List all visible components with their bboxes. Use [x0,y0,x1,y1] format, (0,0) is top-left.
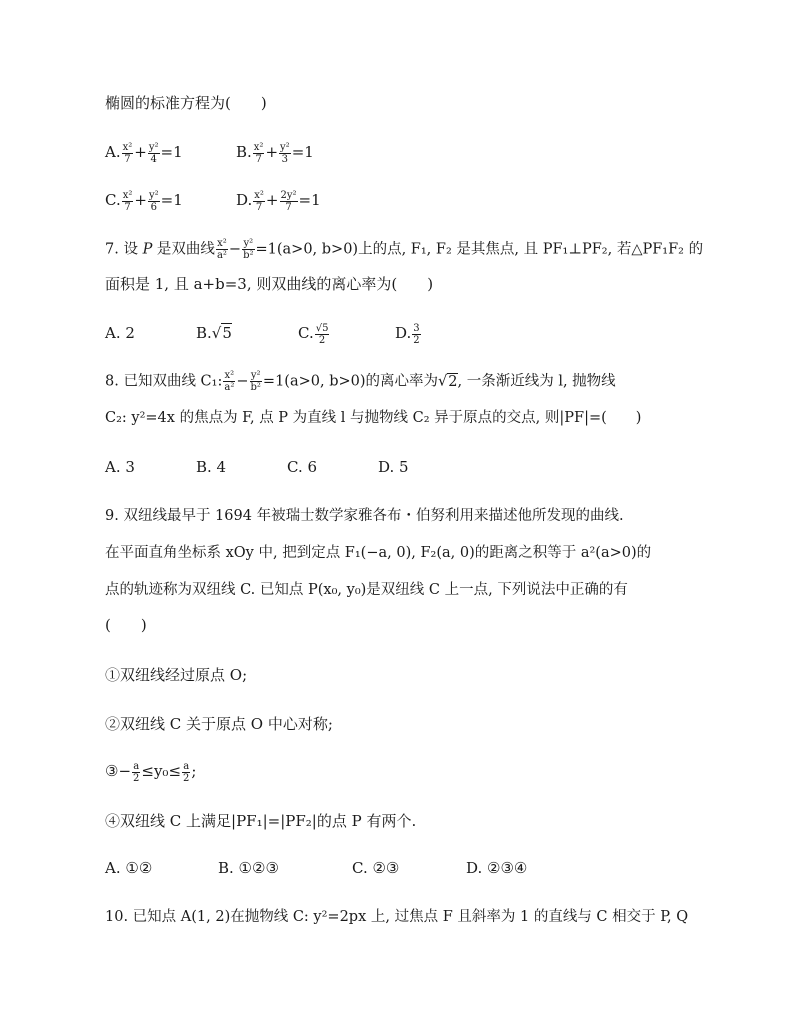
q9-statement-4: ④双纽线 C 上满足|PF₁|=|PF₂|的点 P 有两个. [105,812,417,830]
q7-option-c: C. $\frac{√5}{2}$ [298,322,329,346]
q7-stem-line1: 7. 设 P 是双曲线 $\frac{\text{x²}}{\text{a²}}$ − $\frac{\text{y²}}{\text{b²}}$ =1(a>0, b>0)上的点, F₁, F₂ 是其焦点, 且 PF₁⊥PF₂, 若△PF₁F₂ 的 [105,238,704,261]
q6-stem: 椭圆的标准方程为( ) [105,94,267,112]
q9-option-c: C. ②③ [352,859,400,877]
q9-statement-2: ②双纽线 C 关于原点 O 中心对称; [105,715,333,733]
q9-option-b: B. ①②③ [218,859,279,877]
q9-option-a: A. ①② [105,859,153,877]
q8-stem-line1: 8. 已知双曲线 C₁: $\frac{\text{x²}}{\text{a²}}$ − $\frac{\text{y²}}{\text{b²}}$ =1(a>0, b>0)的离心率为√2, 一条渐近线为 l, 抛物线 [105,370,616,393]
q8-option-d: D. 5 [378,458,409,476]
q6-option-a: A. $\frac{\text{x²}}{7}$ + $\frac{\text{y²}}{4}$ =1 [105,141,183,165]
q7-stem-line2: 面积是 1, 且 a+b=3, 则双曲线的离心率为( ) [105,275,434,293]
q7-option-d: D. $\frac{3}{2}$ [395,322,420,346]
q9-stem-line3: 点的轨迹称为双纽线 C. 已知点 P(x₀, y₀)是双纽线 C 上一点, 下列说法中正确的有 [105,582,628,598]
q9-statement-3: ③− $\frac{a}{2}$ ≤y₀≤ $\frac{a}{2}$ ; [105,760,197,784]
q9-statement-1: ①双纽线经过原点 O; [105,666,248,684]
q8-option-a: A. 3 [105,458,135,476]
q9-stem-line2: 在平面直角坐标系 xOy 中, 把到定点 F₁(−a, 0), F₂(a, 0)的距离之积等于 a²(a>0)的 [105,545,652,561]
q9-stem-line1: 9. 双纽线最早于 1694 年被瑞士数学家雅各布・伯努利用来描述他所发现的曲线. [105,508,624,524]
q9-stem-line4: ( ) [105,616,147,634]
q6-option-d: D. $\frac{\text{x²}}{7}$ + $\frac{\text{2y²}}{7}$ =1 [236,189,321,213]
q8-option-c: C. 6 [287,458,318,476]
q8-stem-line2: C₂: y²=4x 的焦点为 F, 点 P 为直线 l 与抛物线 C₂ 异于原点的交点, 则|PF|=( ) [105,410,642,426]
q7-option-a: A. 2 [105,324,135,342]
q8-option-b: B. 4 [196,458,227,476]
q6-option-b: B. $\frac{\text{x²}}{7}$ + $\frac{\text{y²}}{3}$ =1 [236,141,314,165]
q7-option-b: B.√5 [196,324,232,342]
q9-option-d: D. ②③④ [466,859,528,877]
q6-option-c: C. $\frac{\text{x²}}{7}$ + $\frac{\text{y²}}{6}$ =1 [105,189,183,213]
q10-stem-line1: 10. 已知点 A(1, 2)在抛物线 C: y²=2px 上, 过焦点 F 且斜率为 1 的直线与 C 相交于 P, Q [105,909,689,925]
